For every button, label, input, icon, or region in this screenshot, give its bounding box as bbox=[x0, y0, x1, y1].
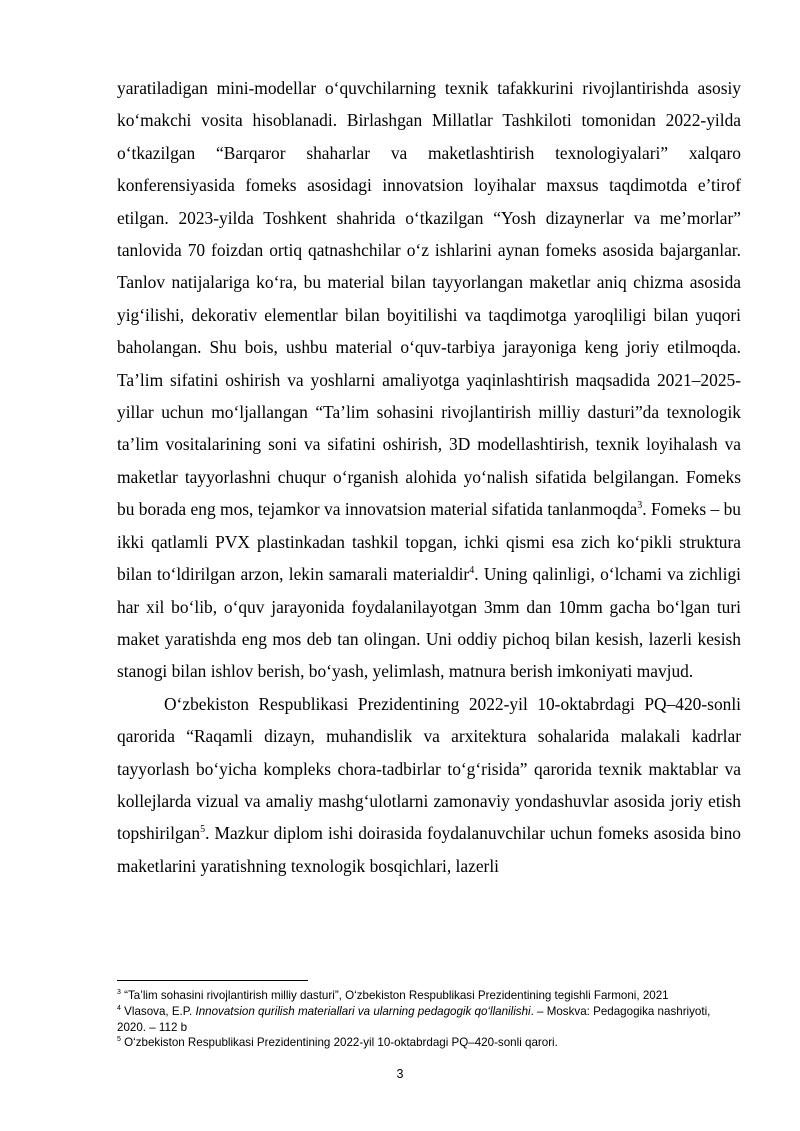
footnote-text: O‘zbekiston Respublikasi Prezidentining 2022-yil 10-oktabrdagi PQ–420-sonli qarori. bbox=[124, 1036, 558, 1050]
body-text bbox=[117, 72, 741, 882]
footnote-reference: 3 bbox=[637, 500, 643, 512]
paragraph-text: yaratiladigan mini-modellar o‘quvchilarning texnik tafakkurini rivojlantirishda asosiy ko‘makchi vosita hisoblanadi. Birlashgan Millatlar Tashkiloti tomonidan 2022-yilda o‘tkazilgan “Barqaror shaharlar va maketlashtirish texnologiyalari” xalqaro konferensiyasida fomeks asosidagi innovatsion loyihalar maxsus taqdimotda e’tirof etilgan. 2023-yilda Toshkent shahrida o‘tkazilgan “Yosh dizaynerlar va me’morlar” tanlovida 70 foizdan ortiq qatnashchilar o‘z ishlarini aynan fomeks asosida bajarganlar. Tanlov natijalariga ko‘ra, bu material bilan tayyorlangan maketlar aniq chizma asosida yig‘ilishi, dekorativ elementlar bilan boyitilishi va taqdimotga yaroqliligi bilan yuqori baholangan. Shu bois, ushbu material o‘quv-tarbiya jarayoniga keng joriy etilmoqda. Ta’lim sifatini oshirish va yoshlarni amaliyotga yaqinlashtirish maqsadida 2021–2025-yillar uchun mo‘ljallangan “Ta’lim sohasini rivojlantirish milliy dasturi”da texnologik ta’lim vositalarining soni va sifatini oshirish, 3D modellashtirish, texnik loyihalash va maketlar tayyorlashni chuqur o‘rganish alohida yo‘nalish sifatida belgilangan. Fomeks bu borada eng mos, tejamkor va innovatsion material sifatida tanlanmoqda bbox=[117, 78, 741, 520]
footnote-reference: 5 bbox=[200, 824, 206, 836]
footnote-separator bbox=[117, 980, 308, 981]
footnote-number: 4 bbox=[117, 1004, 121, 1012]
footnote-number: 5 bbox=[117, 1036, 121, 1044]
paragraph-text: O‘zbekiston Respublikasi Prezidentining 2022-yil 10-oktabrdagi PQ–420-sonli qarorida “Raqamli dizayn, muhandislik va arxitektura sohalarida malakali kadrlar tayyorlash bo‘yicha kompleks chora-tadbirlar to‘g‘risida” qarorida texnik maktablar va kollejlarda vizual va amaliy mashg‘ulotlarni zamonaviy yondashuvlar asosida joriy etish topshirilgan bbox=[117, 693, 741, 844]
footnotes bbox=[117, 988, 741, 1051]
paragraph-text: . Uning qalinligi, o‘lchami va zichligi har xil bo‘lib, o‘quv jarayonida foydalanilayotgan 3mm dan 10mm gacha bo‘lgan turi maket yaratishda eng mos deb tan olingan. Uni oddiy pichoq bilan kesish, lazerli kesish stanogi bilan ishlov berish, bo‘yash, yelimlash, matnura berish imkoniyati mavjud. bbox=[117, 564, 741, 682]
paragraph-text: . Mazkur diplom ishi doirasida foydalanuvchilar uchun fomeks asosida bino maketlarini yaratishning texnologik bosqichlari, lazerli bbox=[117, 823, 741, 876]
paragraph bbox=[117, 72, 741, 688]
paragraph-text: . Fomeks – bu ikki qatlamli PVX plastinkadan tashkil topgan, ichki qismi esa zich ko‘pikli struktura bilan to‘ldirilgan arzon, lekin samarali materialdir bbox=[117, 499, 742, 585]
footnote-number: 3 bbox=[117, 989, 121, 997]
page-number: 3 bbox=[396, 1067, 404, 1081]
footnote-title: Innovatsion qurilish materiallari va ularning pedagogik qo‘llanilishi bbox=[195, 1004, 531, 1018]
footnote-reference: 4 bbox=[469, 565, 475, 577]
paragraph bbox=[117, 688, 741, 882]
footnote bbox=[117, 1035, 741, 1051]
footnote-text: “Ta’lim sohasini rivojlantirish milliy dasturi”, O‘zbekiston Respublikasi Prezidentining tegishli Farmoni, 2021 bbox=[124, 989, 669, 1002]
footnote bbox=[117, 1004, 741, 1036]
footnote-author: Vlasova, E.P. bbox=[124, 1004, 196, 1018]
footnote bbox=[117, 988, 741, 1004]
footnote-publication: . – Moskva: Pedagogika nashriyoti, 2020. – 112 b bbox=[117, 1004, 711, 1034]
